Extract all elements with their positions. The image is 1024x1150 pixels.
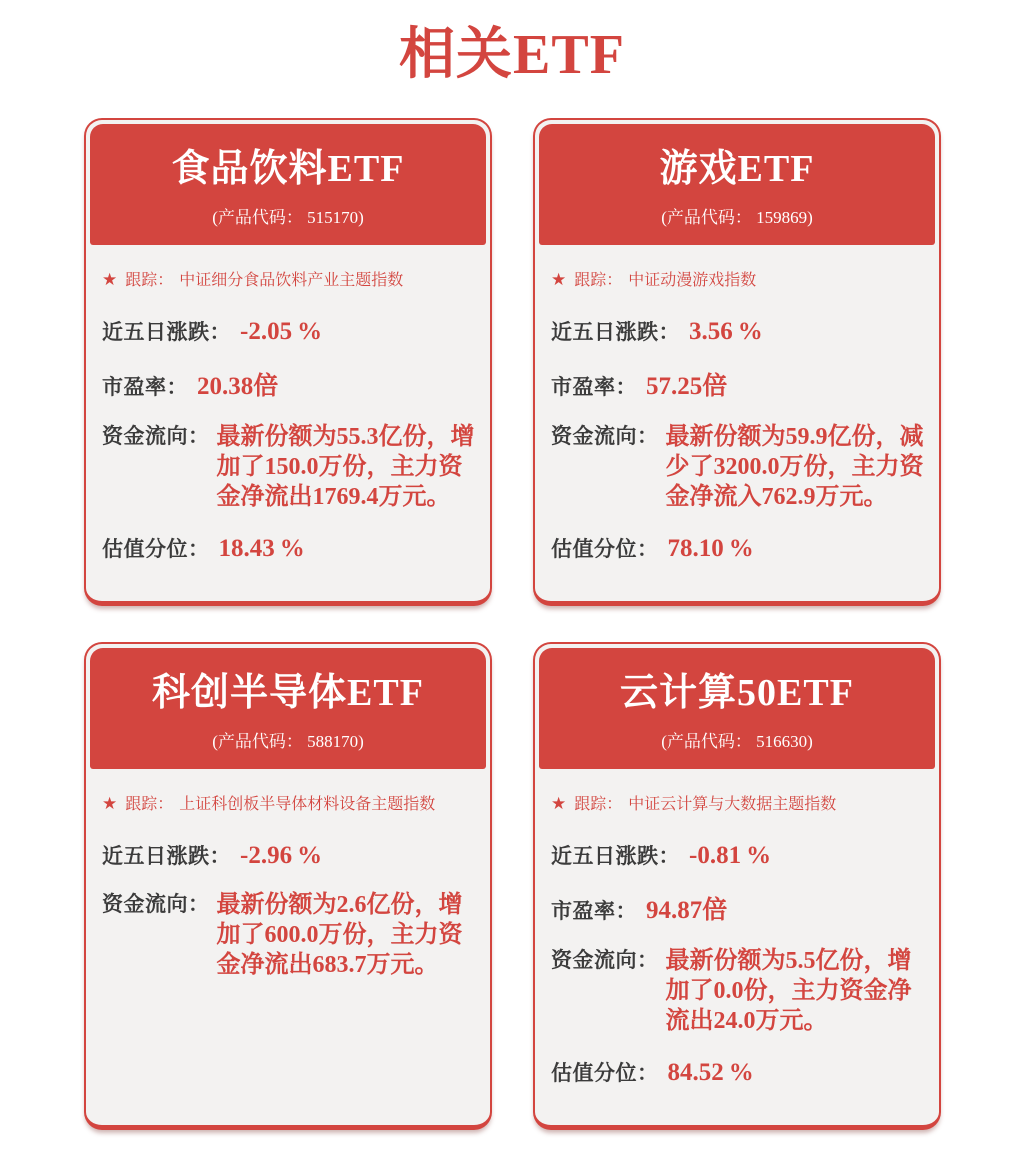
fund-flow-label: 资金流向：: [551, 424, 659, 448]
five-day-change-row: [551, 840, 927, 870]
tracking-row: [551, 793, 927, 816]
valuation-percentile-label: 估值分位：: [551, 537, 659, 561]
card-body: [535, 245, 939, 601]
pe-ratio-label: 市盈率：: [551, 375, 637, 399]
star-icon: ★: [102, 793, 118, 813]
fund-flow-label: 资金流向：: [102, 424, 210, 448]
tracking-label: 跟踪：: [574, 795, 623, 813]
five-day-change-value: -0.81 %: [689, 841, 772, 869]
valuation-percentile-row: [102, 533, 478, 563]
fund-flow-value: 最新份额为55.3亿份，增加了150.0万份，主力资金净流出1769.4万元。: [216, 423, 475, 510]
tracking-row: [551, 269, 927, 292]
pe-ratio-row: [551, 366, 927, 402]
product-code: (产品代码： 588170): [212, 731, 364, 751]
fund-flow-row: [102, 422, 478, 512]
star-icon: ★: [551, 269, 567, 289]
etf-name: 科创半导体ETF: [152, 671, 424, 714]
tracking-label: 跟踪：: [574, 271, 623, 289]
tracking-index: 上证科创板半导体材料设备主题指数: [179, 795, 436, 813]
five-day-change-row: [102, 840, 478, 870]
tracking-row: [102, 269, 478, 292]
etf-card-cloud-computing: [533, 642, 941, 1130]
product-code: (产品代码： 159869): [661, 207, 813, 227]
fund-flow-value: 最新份额为59.9亿份，减少了3200.0万份，主力资金净流入762.9万元。: [665, 423, 924, 510]
star-icon: ★: [551, 793, 567, 813]
etf-name: 云计算50ETF: [620, 671, 854, 714]
fund-flow-row: [551, 422, 927, 512]
card-header: [539, 124, 935, 245]
fund-flow-label: 资金流向：: [102, 892, 210, 916]
five-day-change-label: 近五日涨跌：: [102, 844, 231, 868]
fund-flow-row: [102, 890, 478, 980]
card-header: [539, 648, 935, 769]
five-day-change-label: 近五日涨跌：: [102, 320, 231, 344]
valuation-percentile-value: 18.43 %: [218, 534, 305, 562]
etf-card-semiconductor: [84, 642, 492, 1130]
etf-name: 游戏ETF: [659, 148, 815, 190]
pe-ratio-value: 57.25倍: [646, 372, 728, 400]
five-day-change-row: [551, 316, 927, 346]
pe-ratio-value: 20.38倍: [197, 372, 279, 400]
etf-name: 食品饮料ETF: [171, 148, 405, 190]
five-day-change-value: 3.56 %: [689, 317, 763, 345]
valuation-percentile-label: 估值分位：: [551, 1061, 659, 1085]
five-day-change-label: 近五日涨跌：: [551, 844, 680, 868]
fund-flow-row: [551, 946, 927, 1036]
pe-ratio-row: [102, 366, 478, 402]
card-header: [90, 648, 486, 769]
etf-card-game: [533, 118, 941, 606]
card-body: [86, 245, 490, 601]
tracking-index: 中证动漫游戏指数: [628, 271, 757, 289]
pe-ratio-value: 94.87倍: [646, 896, 728, 924]
five-day-change-label: 近五日涨跌：: [551, 320, 680, 344]
pe-ratio-label: 市盈率：: [102, 375, 188, 399]
fund-flow-value: 最新份额为2.6亿份，增加了600.0万份，主力资金净流出683.7万元。: [216, 891, 463, 978]
tracking-label: 跟踪：: [125, 271, 174, 289]
card-body: [86, 769, 490, 1125]
fund-flow-value: 最新份额为5.5亿份，增加了0.0份，主力资金净流出24.0万元。: [665, 947, 912, 1034]
five-day-change-row: [102, 316, 478, 346]
five-day-change-value: -2.05 %: [240, 317, 323, 345]
etf-card-grid: [0, 118, 1024, 1150]
product-code: (产品代码： 516630): [661, 731, 813, 751]
product-code: (产品代码： 515170): [212, 207, 364, 227]
etf-card-food-beverage: [84, 118, 492, 606]
card-header: [90, 124, 486, 245]
tracking-index: 中证云计算与大数据主题指数: [628, 795, 837, 813]
valuation-percentile-value: 78.10 %: [667, 534, 754, 562]
pe-ratio-label: 市盈率：: [551, 899, 637, 923]
card-body: [535, 769, 939, 1125]
star-icon: ★: [102, 269, 118, 289]
tracking-index: 中证细分食品饮料产业主题指数: [179, 271, 404, 289]
fund-flow-label: 资金流向：: [551, 948, 659, 972]
valuation-percentile-row: [551, 1057, 927, 1087]
pe-ratio-row: [551, 890, 927, 926]
tracking-label: 跟踪：: [125, 795, 174, 813]
page-title: 相关ETF: [399, 24, 625, 86]
valuation-percentile-value: 84.52 %: [667, 1058, 754, 1086]
valuation-percentile-label: 估值分位：: [102, 537, 210, 561]
valuation-percentile-row: [551, 533, 927, 563]
five-day-change-value: -2.96 %: [240, 841, 323, 869]
tracking-row: [102, 793, 478, 816]
